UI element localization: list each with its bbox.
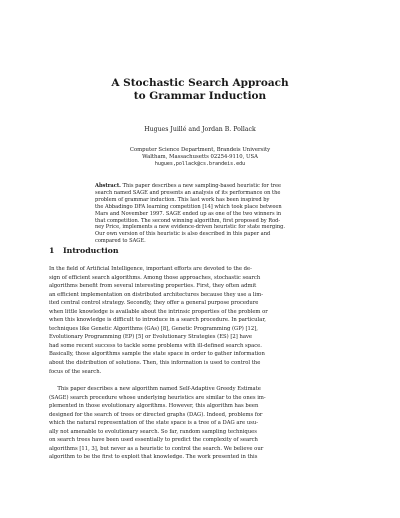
body-line: designed for the search of trees or directed graphs (DAG). Indeed, problems for (49, 411, 263, 418)
abstract-line: compared to SAGE. (95, 238, 146, 245)
body-line: algorithms [11, 3], but never as a heuristic to control the search. We believe our (49, 445, 264, 452)
abstract-line: ney Price, implements a new evidence-driven heuristic for state merging. (95, 224, 285, 231)
body-line: when this knowledge is difficult to introduce in a search procedure. In particular, (49, 317, 266, 324)
abstract-line: that competition. The second winning algorithm, first proposed by Rod- (95, 217, 281, 224)
body-line: This paper describes a new algorithm named Self-Adaptive Greedy Estimate (49, 386, 261, 392)
body-line: sign of efficient search algorithms. Among those approaches, stochastic search (49, 274, 261, 281)
body-line: which the natural representation of the state space is a tree of a DAG are usu- (49, 420, 259, 427)
body-line: techniques like Genetic Algorithms (GAs) [8], Genetic Programming (GP) [12], (49, 325, 258, 332)
section-title: Introduction (63, 246, 119, 255)
section-heading (49, 246, 119, 256)
abstract-line: search named SAGE and presents an analysis of its performance on the (95, 189, 281, 196)
body-line: about the distribution of solutions. Then, this information is used to control the (49, 360, 261, 367)
body-line: ited central control strategy. Secondly, they offer a general purpose procedure (49, 300, 259, 307)
body-line: had some recent success to tackle some problems with ill-defined search space. (49, 342, 262, 349)
abstract-label: Abstract. (95, 183, 121, 189)
paper-title-line-2: to Grammar Induction (133, 90, 267, 102)
body-line: algorithms benefit from several interesting properties. First, they often admit (49, 283, 257, 290)
body-line: In the field of Artificial Intelligence, important efforts are devoted to the de- (49, 266, 252, 272)
body-line: focus of the search. (49, 368, 102, 375)
abstract-line (95, 183, 305, 190)
body-paragraph-1 (49, 265, 355, 376)
body-line: an efficient implementation on distributed architectures because they use a lim- (49, 291, 263, 298)
section-number: 1 (49, 246, 55, 255)
body-line: plemented in those evolutionary algorithms. However, this algorithm has been (49, 403, 259, 410)
abstract-line: the Abbadingo DFA learning competition [14] which took place between (95, 203, 282, 210)
abstract-text: This paper describes a new sampling-based heuristic for tree (120, 183, 281, 189)
body-line: (SAGE) search procedure whose underlying heuristics are similar to the ones im- (49, 394, 266, 401)
body-line: Basically, those algorithms sample the state space in order to gather information (49, 351, 265, 358)
author-list: Hugues Juillé and Jordan B. Pollack (144, 126, 256, 133)
affiliation-department: Computer Science Department, Brandeis University (129, 147, 271, 153)
abstract-line: Our own version of this heuristic is also described in this paper and (95, 231, 271, 238)
paper-title-line-1: A Stochastic Search Approach (111, 77, 289, 89)
abstract-line: problem of grammar induction. This last work has been inspired by (95, 196, 270, 203)
body-line: Evolutionary Programming (EP) [5] or Evolutionary Strategies (ES) [2] have (49, 334, 253, 341)
author-email: hugues,pollack@cs.brandeis.edu (154, 161, 246, 167)
abstract-line: Mars and November 1997. SAGE ended up as one of the two winners in (95, 210, 282, 217)
body-line: ally not amenable to evolutionary search. So far, random sampling techniques (49, 428, 257, 435)
body-paragraph-2 (49, 385, 355, 462)
body-line: algorithm to be the first to exploit that knowledge. The work presented in this (49, 454, 258, 461)
abstract (95, 183, 305, 245)
body-line: on search trees have been used essentially to predict the complexity of search (49, 437, 258, 444)
body-line: when little knowledge is available about the intrinsic properties of the problem or (49, 308, 268, 315)
affiliation-address: Waltham, Massachusetts 02254-9110, USA (142, 154, 258, 160)
